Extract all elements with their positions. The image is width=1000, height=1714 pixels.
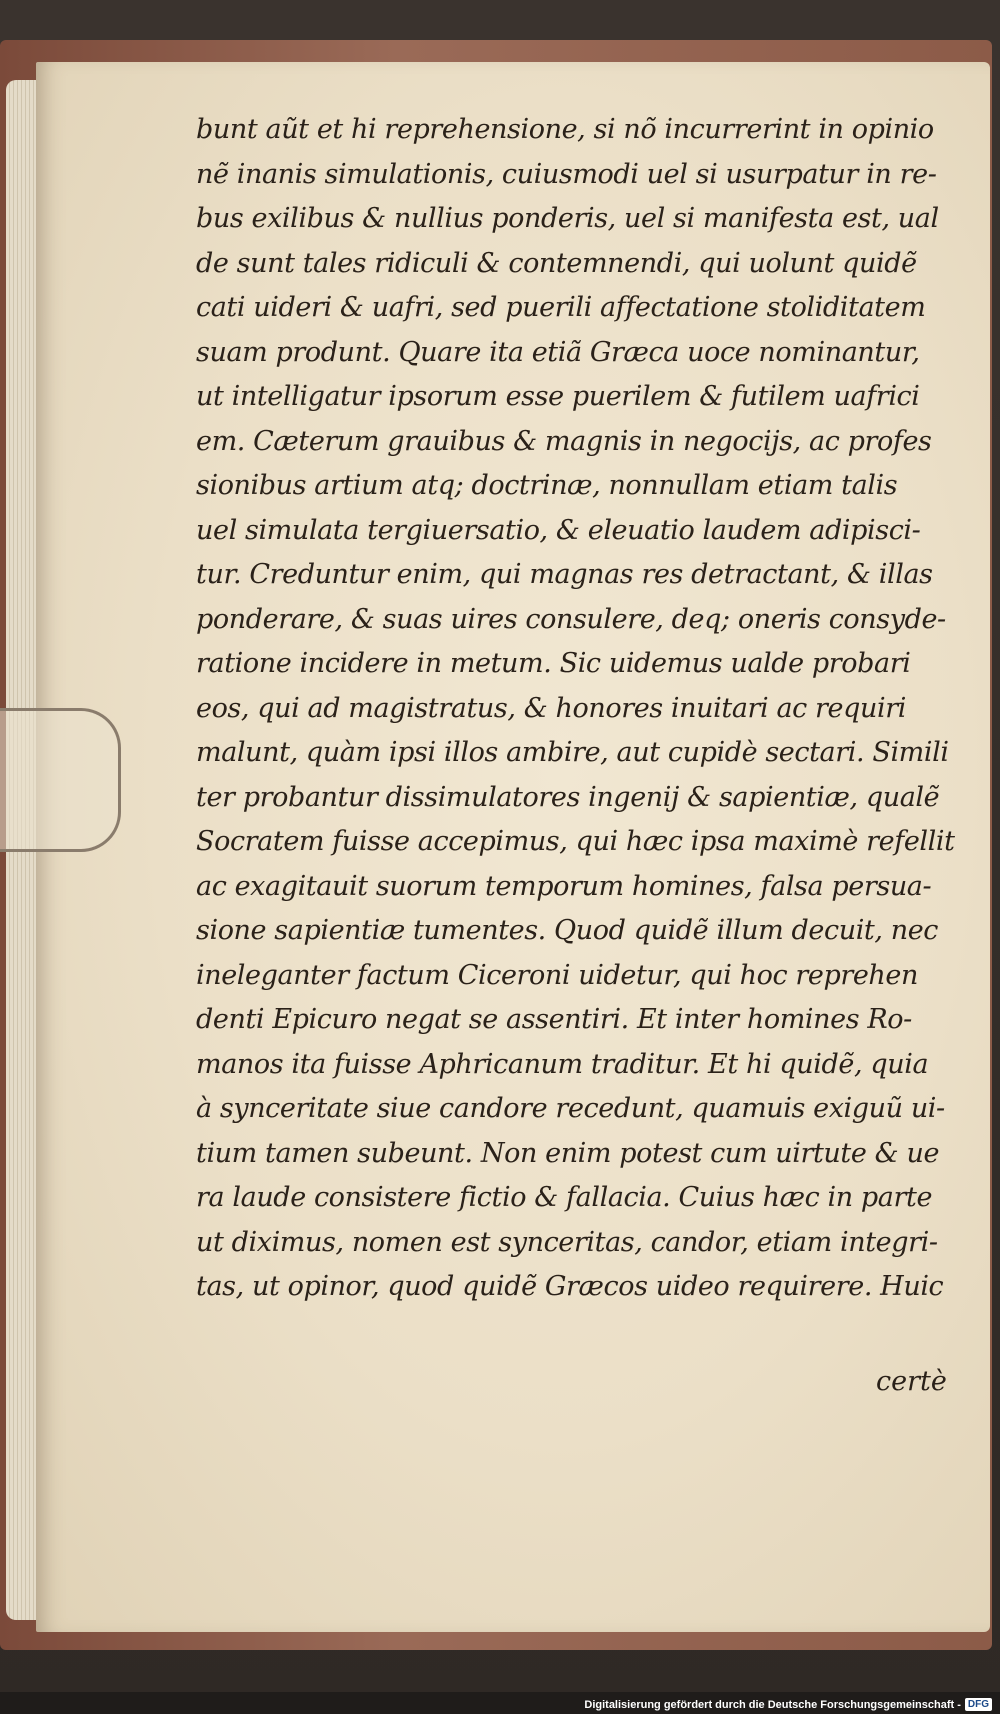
text-line: ineleganter factum Ciceroni uidetur, qui hoc reprehen (196, 959, 918, 991)
text-line: tur. Creduntur enim, qui magnas res detractant, & illas (196, 559, 933, 590)
text-line: suam produnt. Quare ita etiã Græca uoce nominantur, (196, 336, 920, 368)
text-line: manos ita fuisse Aphricanum traditur. Et hi quidẽ, quia (196, 1048, 929, 1080)
text-line: ac exagitauit suorum temporum homines, falsa persua- (196, 870, 932, 902)
text-line: tas, ut opinor, quod quidẽ Græcos uideo requirere. Huic (196, 1271, 944, 1302)
text-line: cati uideri & uafri, sed puerili affectatione stoliditatem (196, 292, 926, 323)
text-line: eos, qui ad magistratus, & honores inuitari ac requiri (196, 692, 906, 724)
text-line: tium tamen subeunt. Non enim potest cum uirtute & ue (196, 1137, 940, 1169)
text-line: de sunt tales ridiculi & contemnendi, qui uolunt quidẽ (196, 247, 917, 279)
catchword: certè (876, 1366, 947, 1397)
text-line: ponderare, & suas uires consulere, deq; oneris consyde- (196, 603, 946, 635)
text-line: sione sapientiæ tumentes. Quod quidẽ illum decuit, nec (196, 915, 939, 946)
dfg-logo: DFG (965, 1698, 992, 1711)
text-line: denti Epicuro negat se assentiri. Et inter homines Ro- (196, 1004, 912, 1035)
text-line: ter probantur dissimulatores ingenij & sapientiæ, qualẽ (196, 781, 940, 813)
text-line: ut diximus, nomen est synceritas, candor, etiam integri- (196, 1226, 938, 1258)
text-line: à synceritate siue candore recedunt, quamuis exiguũ ui- (196, 1093, 945, 1124)
book-clasp (0, 708, 121, 852)
funding-text: Digitalisierung gefördert durch die Deutsche Forschungsgemeinschaft - (584, 1698, 961, 1711)
text-line: ratione incidere in metum. Sic uidemus ualde probari (196, 648, 911, 679)
text-line: Socratem fuisse accepimus, qui hæc ipsa maximè refellit (196, 826, 955, 857)
text-line: ut intelligatur ipsorum esse puerilem & futilem uafrici (196, 381, 920, 412)
page-text (196, 108, 956, 1310)
text-line: bunt aũt et hi reprehensione, si nõ incurrerint in opinio (196, 114, 934, 145)
text-line: ra laude consistere fictio & fallacia. Cuius hæc in parte (196, 1182, 933, 1213)
text-line: nẽ inanis simulationis, cuiusmodi uel si usurpatur in re- (196, 158, 937, 190)
text-line: em. Cæterum grauibus & magnis in negocijs, ac profes (196, 425, 932, 457)
text-line: sionibus artium atq; doctrinæ, nonnullam etiam talis (196, 470, 898, 501)
text-line: malunt, quàm ipsi illos ambire, aut cupidè sectari. Simili (196, 737, 949, 768)
text-line: uel simulata tergiuersatio, & eleuatio laudem adipisci- (196, 514, 921, 546)
funding-footer (584, 1698, 992, 1711)
text-line: bus exilibus & nullius ponderis, uel si manifesta est, ual (196, 203, 939, 234)
